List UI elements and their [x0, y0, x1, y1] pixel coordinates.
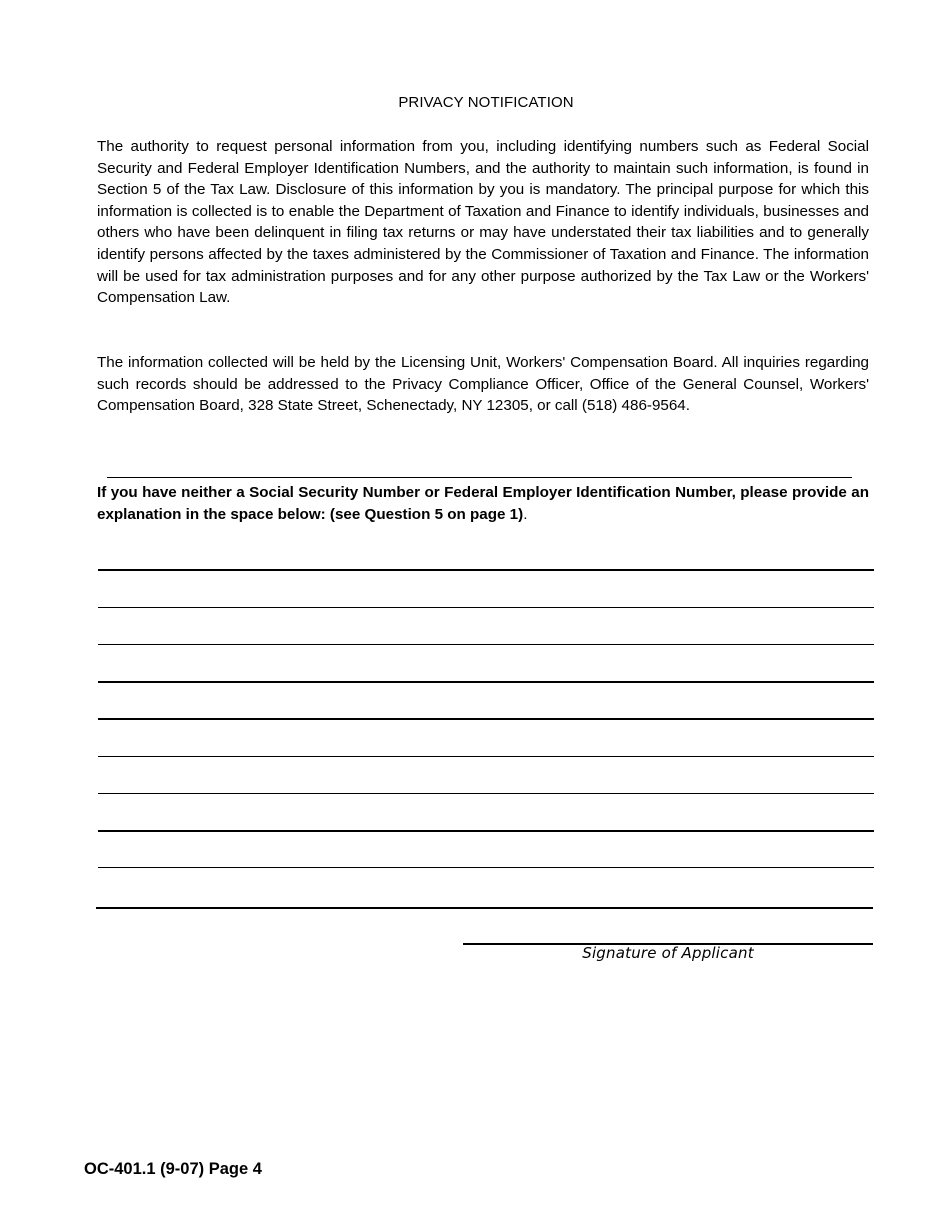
explanation-instruction-period: .	[523, 505, 528, 523]
privacy-paragraph-records: The information collected will be held by the Licensing Unit, Workers' Compensation Board. All inquiries regarding such records should be addressed to the Privacy Compliance Officer, Office of the General Counsel, Workers' Compensation Board, 328 State Street, Schenectady, NY 12305, or call (518) 486-9564.	[97, 354, 869, 415]
explanation-line-9[interactable]	[98, 867, 874, 868]
page-title: PRIVACY NOTIFICATION	[398, 94, 574, 111]
explanation-line-4[interactable]	[98, 681, 874, 683]
form-footer: OC-401.1 (9-07) Page 4	[84, 1160, 262, 1178]
explanation-instruction-text: If you have neither a Social Security Number or Federal Employer Identification Number, please provide an explanation in the space below: (see Question 5 on page 1)	[97, 484, 869, 523]
explanation-instruction	[97, 482, 869, 525]
explanation-line-1[interactable]	[98, 569, 874, 571]
explanation-line-7[interactable]	[98, 793, 874, 794]
explanation-line-5[interactable]	[98, 718, 874, 720]
signature-label: Signature of Applicant	[582, 944, 754, 962]
explanation-line-6[interactable]	[98, 756, 874, 757]
explanation-line-10[interactable]	[96, 907, 873, 909]
explanation-line-3[interactable]	[98, 644, 874, 645]
privacy-paragraph-authority: The authority to request personal information from you, including identifying numbers such as Federal Social Security and Federal Employer Identification Numbers, and the authority to maintain such information, is found in Section 5 of the Tax Law. Disclosure of this information by you is mandatory. The principal purpose for which this information is collected is to enable the Department of Taxation and Finance to identify individuals, businesses and others who have been delinquent in filing tax returns or may have understated their tax liabilities and to generally identify persons affected by the taxes administered by the Commissioner of Taxation and Finance. The information will be used for tax administration purposes and for any other purpose authorized by the Tax Law or the Workers' Compensation Law.	[97, 138, 869, 307]
explanation-line-2[interactable]	[98, 607, 874, 608]
section-divider	[107, 477, 852, 478]
explanation-line-8[interactable]	[98, 830, 874, 832]
